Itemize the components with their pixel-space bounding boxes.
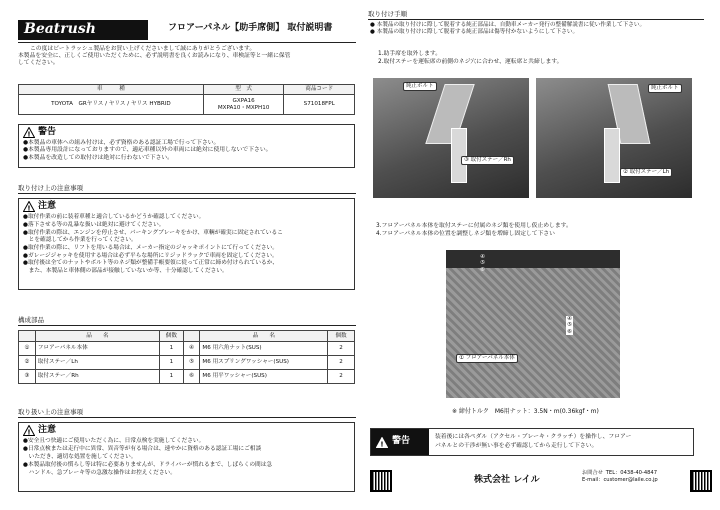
precaution-item: ●落下させる等の乱暴な扱いは絶対に避けてください。 (23, 221, 165, 228)
handling-item: いただき、適切な処置を施してください。 (23, 454, 137, 461)
spec-header-code: 商品コード (284, 85, 355, 95)
parts-table (18, 330, 355, 384)
warning-item: ●本製品を改造しての取付けは絶対に行わないで下さい。 (23, 154, 173, 161)
spec-model-2: MXPA10・MXPH10 (217, 104, 270, 111)
precaution-item: ●取付作業の前に装着車種と適合しているかどうか確認してください。 (23, 214, 205, 221)
handling-caution-title: 注意 (38, 425, 57, 435)
part-number: ⑥ (183, 370, 200, 384)
spec-vehicle: TOYOTA GRヤリス / ヤリス / ヤリス HYBRID (19, 95, 204, 115)
parts-header-qty-right: 個数 (328, 331, 355, 342)
part-name: 取付ステー／Rh (35, 370, 159, 384)
bottom-warning (370, 428, 694, 456)
warning-icon (23, 127, 35, 138)
mark-flat-washer: ⑥ (480, 266, 485, 273)
part-qty: 2 (328, 342, 355, 356)
warning-icon (376, 437, 388, 448)
panel-mark-group-top (480, 254, 485, 273)
precaution-item: また、本製品と車体側の部品が接触していないか等、十分確認してください。 (23, 268, 228, 275)
photo2-stay-label: ② 取付ステー／Lh (620, 168, 672, 177)
footer-contact (582, 470, 658, 485)
parts-section-title (18, 316, 356, 326)
mark-flat-washer: ⑥ (567, 328, 572, 335)
precautions-box (18, 198, 355, 290)
brand-name: Beatrush (24, 21, 96, 38)
parts-row (19, 356, 355, 370)
title-rule (18, 42, 356, 43)
handling-item: ●安全且つ快適にご使用いただく為に、日常点検を実施してください。 (23, 438, 205, 445)
mark-spring-washer: ⑤ (567, 322, 572, 329)
precautions-caution-heading (19, 199, 354, 214)
warning-item: ●本製品の車体への組み付けは、必ず資格のある認証工場で行って下さい。 (23, 140, 220, 147)
caution-icon (23, 425, 35, 436)
qr-code-right (690, 470, 712, 492)
intro-text (18, 46, 358, 68)
stay-bracket (604, 128, 620, 183)
bottom-warning-title: 警告 (392, 436, 411, 447)
svg-text:!: ! (27, 428, 31, 437)
brand-logo (18, 20, 148, 40)
parts-header-name-left: 品 名 (35, 331, 159, 342)
intro-line: してください。 (18, 60, 59, 67)
part-name: 取付ステー／Lh (35, 356, 159, 370)
precautions-title-text: 取り付け上の注意事項 (18, 183, 83, 192)
bottom-warning-line: パネルとの干渉が無い事を必ず確認してから走行して下さい。 (435, 442, 598, 449)
procedure-section-title (368, 10, 704, 20)
precautions-section-title (18, 184, 356, 194)
part-name: M6 用平ワッシャー(SUS) (200, 370, 328, 384)
torque-note: ※ 締付トルク M6用ナット：3.5N・m(0.36kgf・m) (452, 408, 599, 415)
handling-box (18, 422, 355, 492)
photo1-bolt-label: 純正ボルト (403, 82, 437, 91)
floor-panel-shadow (446, 250, 620, 268)
handling-item: ●本製品取付後の慣らし等は特に必要ありませんが、ドライバーが慣れるまで、しばらくの間は急 (23, 462, 273, 469)
footer-tel: TEL：0438-40-4847 (605, 470, 658, 476)
caution-title: 注意 (38, 201, 57, 211)
spec-header-vehicle: 車 種 (19, 85, 204, 95)
precaution-item: とを確認してから作業を行ってください。 (23, 237, 137, 244)
footer-email: E-mail：customer@laile.co.jp (582, 477, 658, 484)
procedure-steps-3-4 (376, 222, 572, 239)
warning-box (18, 124, 355, 168)
handling-item: ●日常点検または走行中に異常、異音等が有る場合は、速やかに資格のある認証工場にご相談 (23, 446, 262, 453)
install-photo-lh (536, 78, 692, 198)
procedure-title-text: 取り付け手順 (368, 9, 407, 18)
intro-line: 本製品を安全に、正しくご使用いただくために、必ず説明書を良くお読みになり、車検証等と一緒に保管 (18, 53, 291, 60)
part-number: ③ (19, 370, 36, 384)
svg-text:!: ! (380, 439, 384, 448)
handling-title-text: 取り扱い上の注意事項 (18, 407, 83, 416)
mark-spring-washer: ⑤ (480, 260, 485, 267)
precaution-item: ●取付作業の際は、エンジンを停止させ、パーキングブレーキをかけ、車輌が確実に固定されているこ (23, 229, 283, 236)
part-name: フロアーパネル本体 (35, 342, 159, 356)
parts-row (19, 370, 355, 384)
bottom-warning-badge (371, 429, 429, 455)
step-line: 1.助手席を取外します。 (378, 51, 442, 57)
precaution-item: ●取付作業の際に、リフトを用いる場合は、メーカー指定のジャッキポイントにて行ってください。 (23, 245, 278, 251)
part-name: M6 用スプリングワッシャー(SUS) (200, 356, 328, 370)
company-name: 株式会社 レイル (474, 475, 540, 485)
part-qty: 1 (160, 356, 184, 370)
part-number: ① (19, 342, 36, 356)
floor-panel-photo (446, 250, 620, 398)
step-line: 2.取付ステーを運転席の前側のネジ穴に合わせ、運転席と共締します。 (378, 59, 563, 66)
mark-nut: ④ (567, 316, 572, 322)
mark-nut: ④ (480, 254, 485, 260)
inquiry-label: お問合せ (582, 470, 603, 476)
parts-row (19, 342, 355, 356)
doc-title: フロアーパネル【助手席側】 取付説明書 (168, 23, 333, 33)
part-number: ⑤ (183, 356, 200, 370)
precaution-item: ●取付後は全てのナットやボルト等のネジ類が整備手帳要領に従って正常に締め付けられているか、 (23, 260, 279, 267)
precaution-item: ●ガレージジャッキを使用する場合は必ず平らな場所にリジッドラックで車両を固定してください。 (23, 252, 278, 259)
parts-title-text: 構成部品 (18, 315, 44, 324)
part-number: ④ (183, 342, 200, 356)
procedure-steps-1-2 (378, 50, 562, 67)
seat-rail (425, 84, 474, 144)
photo1-stay-label: ③ 取付ステー／Rh (461, 156, 514, 165)
bottom-warning-line: 装着後には各ペダル（アクセル・ブレーキ・クラッチ）を操作し、フロアー (435, 434, 632, 440)
spec-code: S71018FPL (284, 95, 355, 115)
part-number: ② (19, 356, 36, 370)
spec-header-model: 型 式 (203, 85, 284, 95)
procedure-intro-line: ● 本製品の取り付けに際して脱着する純正部品は、自動車メーカー発行の整備解説書に従い作業して下さい。 (370, 22, 646, 28)
part-qty: 2 (328, 370, 355, 384)
warning-heading (19, 125, 354, 140)
parts-header-qty-left: 個数 (160, 331, 184, 342)
spec-model (203, 95, 284, 115)
qr-code-left (370, 470, 392, 492)
warning-title: 警告 (38, 127, 57, 137)
photo2-bolt-label: 純正ボルト (648, 84, 682, 93)
spec-model-1: GXPA16 (232, 97, 255, 104)
step-line: 4.フロアーパネル本体の位置を調整しネジ類を増締し固定して下さい (376, 231, 555, 238)
floor-panel-label: ① フロアーパネル本体 (456, 354, 518, 363)
handling-caution-heading (19, 423, 354, 438)
svg-text:!: ! (27, 130, 31, 139)
panel-mark-group-right (566, 316, 573, 335)
part-name: M6 用六角ナット(SUS) (200, 342, 328, 356)
caution-icon (23, 201, 35, 212)
parts-header-name-right: 品 名 (200, 331, 328, 342)
spec-table (18, 84, 355, 115)
intro-line: この度はビートラッシュ製品をお買い上げくださいまして誠にありがとうございます。 (30, 46, 256, 52)
handling-item: ハンドル、急ブレーキ等の急激な操作はお控えください。 (23, 470, 176, 477)
handling-section-title (18, 408, 356, 418)
procedure-intro (370, 22, 706, 36)
warning-item: ●本製品専用設計になっておりますので、適応車種以外の車両には絶対に使用しないで下さい。 (23, 147, 272, 154)
svg-text:!: ! (27, 204, 31, 213)
part-qty: 1 (160, 370, 184, 384)
part-qty: 2 (328, 356, 355, 370)
procedure-intro-line: ● 本製品の取り付けに際して脱着する純正部品は傷等付かないようにして下さい。 (370, 28, 579, 35)
step-line: 3.フロアーパネル本体を取付ステーに付属のネジ類を使用し仮止めします。 (376, 223, 572, 229)
part-qty: 1 (160, 342, 184, 356)
install-photo-rh (373, 78, 529, 198)
